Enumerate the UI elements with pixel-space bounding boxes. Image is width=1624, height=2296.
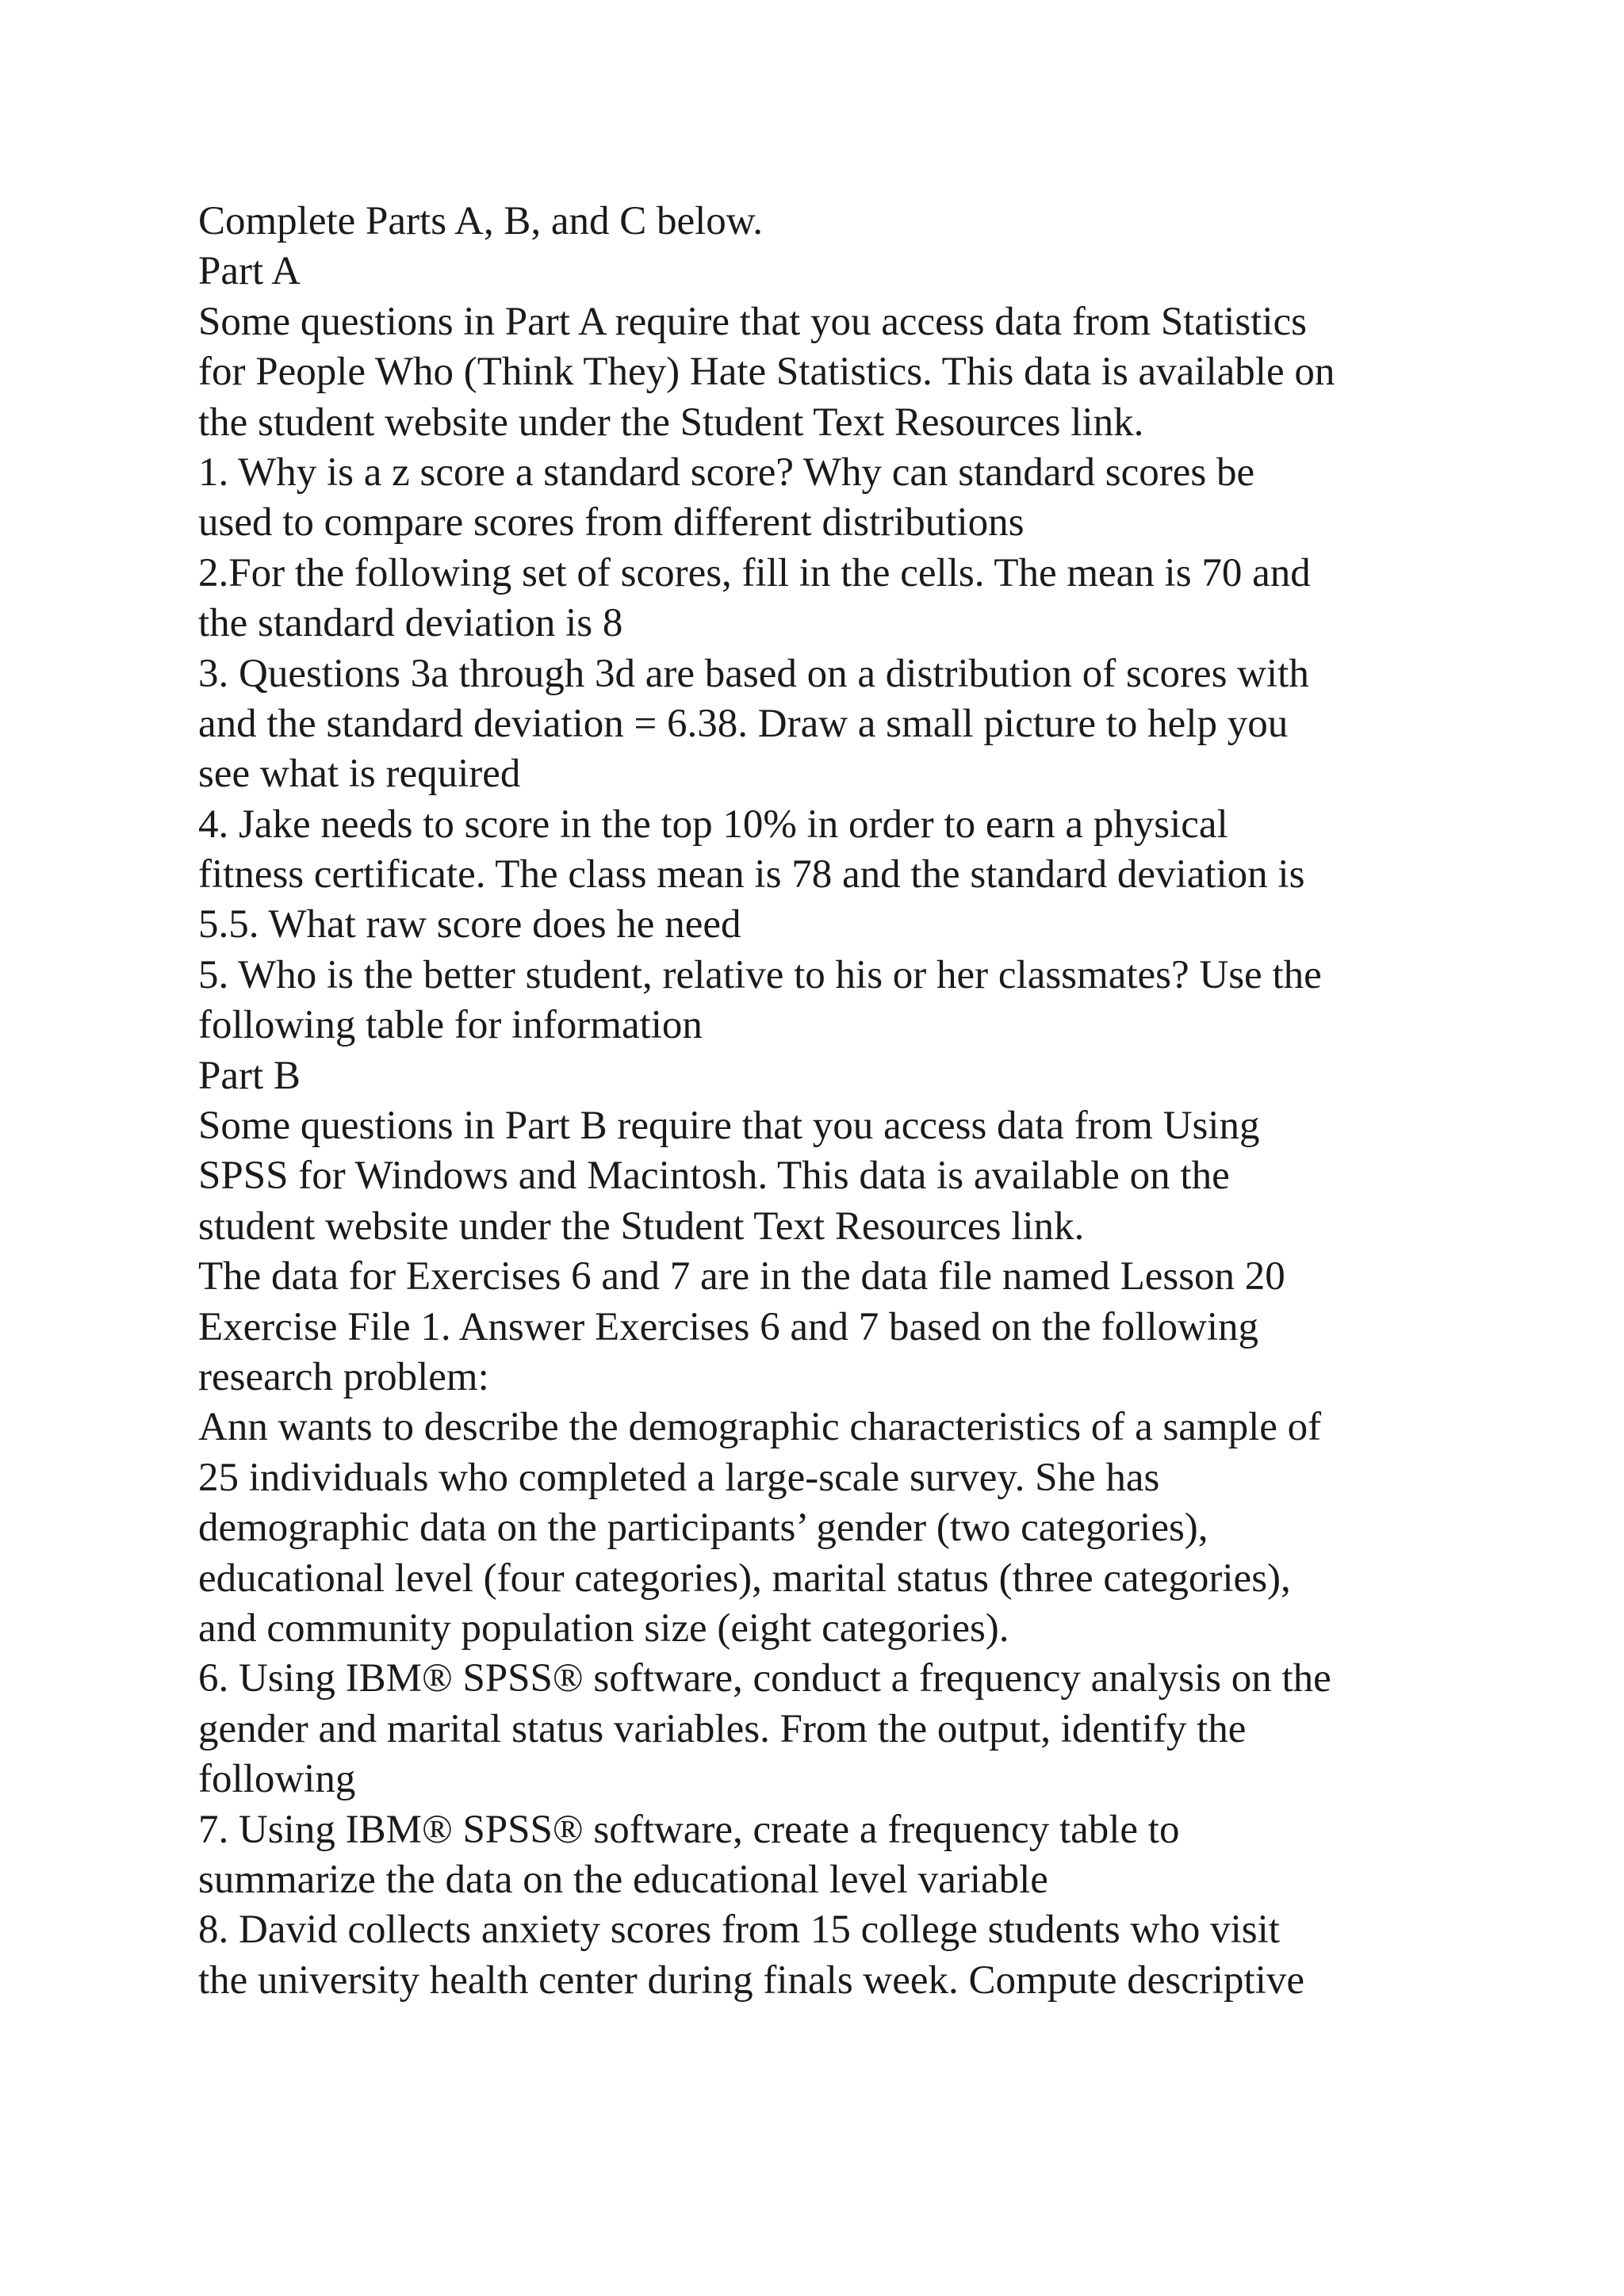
question-5-line: following table for information (198, 1003, 703, 1048)
data-file-line: research problem: (198, 1354, 489, 1399)
question-4-line: fitness certificate. The class mean is 78 and the standard deviation is (198, 852, 1305, 897)
question-6-line: 6. Using IBM® SPSS® software, conduct a frequency analysis on the (198, 1656, 1331, 1701)
question-6-line: following (198, 1757, 356, 1802)
part-b-instructions-line: SPSS for Windows and Macintosh. This data is available on the (198, 1154, 1230, 1199)
question-4-line: 5.5. What raw score does he need (198, 902, 741, 947)
question-4-line: 4. Jake needs to score in the top 10% in order to earn a physical (198, 802, 1228, 847)
part-a-instructions-line: Some questions in Part A require that you access data from Statistics (198, 299, 1307, 344)
research-problem-line: educational level (four categories), marital status (three categories), (198, 1556, 1291, 1601)
question-3-line: 3. Questions 3a through 3d are based on a distribution of scores with (198, 651, 1309, 696)
research-problem-line: and community population size (eight categories). (198, 1605, 1009, 1651)
document-body (198, 197, 1467, 2006)
part-a-instructions-line: for People Who (Think They) Hate Statistics. This data is available on (198, 350, 1335, 395)
data-file-line: The data for Exercises 6 and 7 are in the data file named Lesson 20 (198, 1254, 1285, 1299)
question-6-line: gender and marital status variables. From the output, identify the (198, 1706, 1247, 1751)
part-a-instructions-line: the student website under the Student Text Resources link. (198, 400, 1144, 445)
question-5-line: 5. Who is the better student, relative to his or her classmates? Use the (198, 952, 1322, 997)
research-problem-line: 25 individuals who completed a large-scale survey. She has (198, 1455, 1160, 1500)
question-7-line: summarize the data on the educational level variable (198, 1857, 1048, 1902)
data-file-line: Exercise File 1. Answer Exercises 6 and 7 based on the following (198, 1304, 1259, 1349)
research-problem-line: Ann wants to describe the demographic characteristics of a sample of (198, 1405, 1322, 1450)
question-8-line: the university health center during finals week. Compute descriptive (198, 1957, 1305, 2003)
question-3-line: and the standard deviation = 6.38. Draw a small picture to help you (198, 701, 1289, 746)
question-1-line: 1. Why is a z score a standard score? Why can standard scores be (198, 450, 1255, 495)
question-1-line: used to compare scores from different distributions (198, 500, 1025, 545)
research-problem-line: demographic data on the participants’ gender (two categories), (198, 1506, 1208, 1551)
question-7-line: 7. Using IBM® SPSS® software, create a frequency table to (198, 1807, 1180, 1852)
part-b-heading: Part B (198, 1053, 301, 1098)
question-8-line: 8. David collects anxiety scores from 15 college students who visit (198, 1908, 1280, 1953)
question-2-line: 2.For the following set of scores, fill in the cells. The mean is 70 and (198, 550, 1311, 595)
part-a-heading: Part A (198, 249, 301, 294)
part-b-instructions-line: student website under the Student Text Resources link. (198, 1203, 1085, 1249)
part-b-instructions-line: Some questions in Part B require that you access data from Using (198, 1104, 1260, 1149)
question-3-line: see what is required (198, 752, 521, 797)
intro-line: Complete Parts A, B, and C below. (198, 199, 764, 243)
question-2-line: the standard deviation is 8 (198, 601, 623, 646)
